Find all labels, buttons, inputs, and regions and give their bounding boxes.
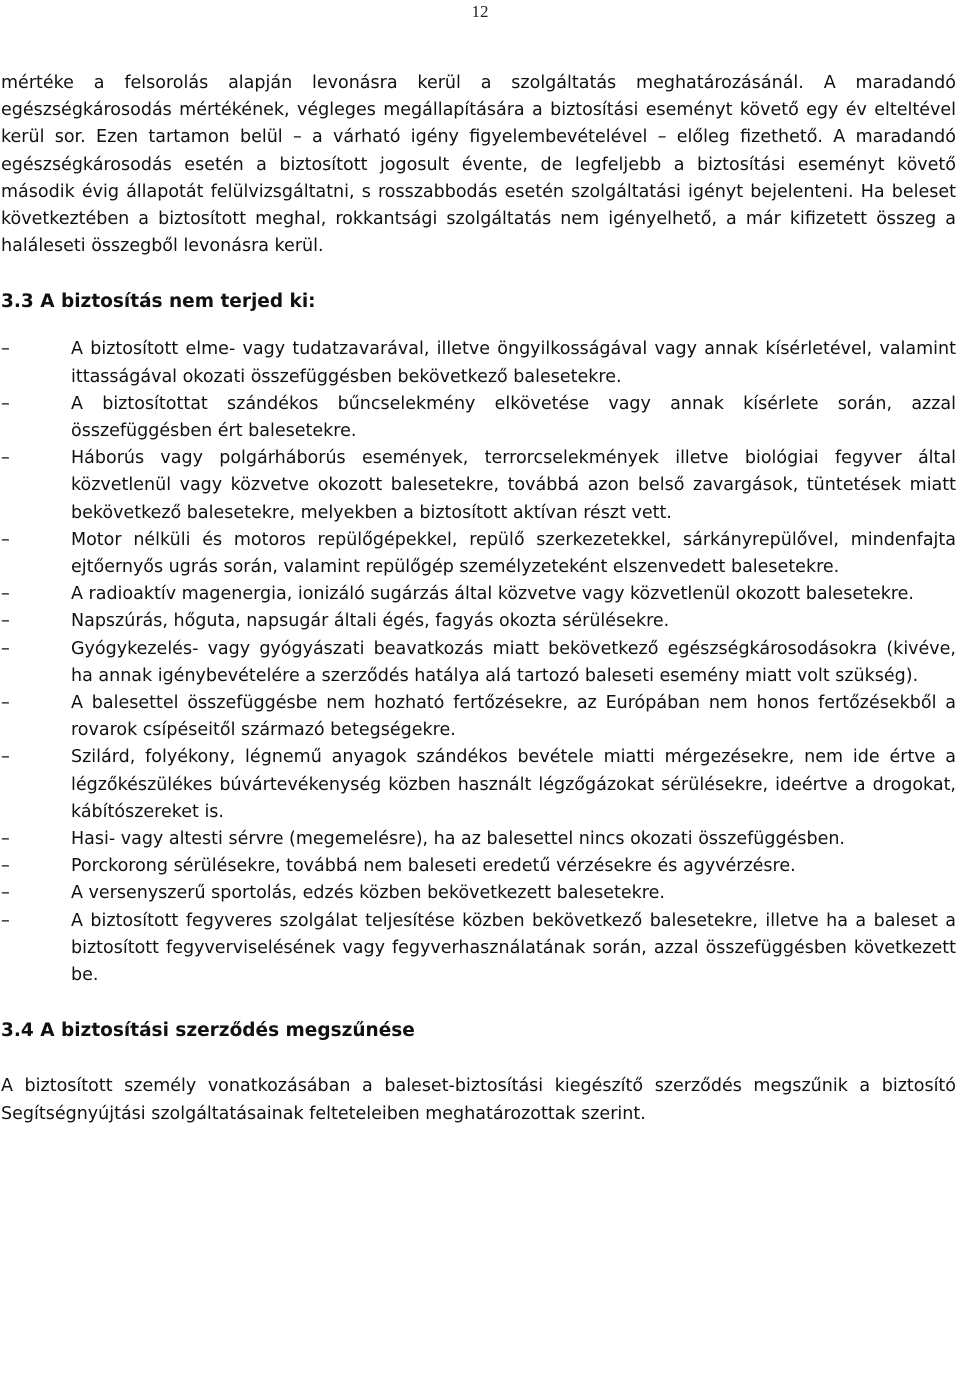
exclusion-item xyxy=(1,391,956,445)
dash-bullet: – xyxy=(1,883,10,904)
dash-bullet: – xyxy=(1,829,10,850)
section-3-4-heading: 3.4 A biztosítási szerződés megszűnése xyxy=(1,1020,415,1042)
dash-bullet: – xyxy=(1,747,10,768)
exclusion-item-text: A biztosított elme- vagy tudatzavarával, illetve öngyilkosságával vagy annak kísérletével, valamint ittasságával okozati összefüggésben bekövetkező balesetekre. xyxy=(71,339,956,387)
exclusion-item xyxy=(1,880,956,907)
exclusion-item-text: Motor nélküli és motoros repülőgépekkel, repülő szerkezetekkel, sárkányrepülővel, mindenfajta ejtőernyős ugrás során, valamint repülőgép személyzeteként elszenvedett balesetekre. xyxy=(71,529,956,578)
page-number: 12 xyxy=(471,2,489,21)
dash-bullet: – xyxy=(1,693,10,714)
exclusion-item-text: Gyógykezelés- vagy gyógyászati beavatkozás miatt bekövetkező egészségkárosodásokra (kivéve, ha annak igénybevételére a szerződés hatálya alá tartozó baleseti esemény miatt volt szükség). xyxy=(71,638,956,686)
section-3-3-heading: 3.3 A biztosítás nem terjed ki: xyxy=(1,291,316,313)
exclusion-item xyxy=(1,636,956,690)
exclusion-item-text: Hasi- vagy altesti sérvre (megemelésre), ha az balesettel nincs okozati összefüggésben. xyxy=(71,829,845,850)
exclusion-item xyxy=(1,527,956,581)
exclusion-item xyxy=(1,853,956,880)
exclusion-item xyxy=(1,690,956,744)
dash-bullet: – xyxy=(1,638,10,659)
exclusion-item-text: Háborús vagy polgárháborús események, terrorcselekmények illetve biológiai fegyver által közvetlenül vagy közvetve okozott balesetekre, továbbá azon belső zavargások, tüntetések miatt bekövetkező balesetekre, melyekben a biztosított aktívan részt vett. xyxy=(71,448,956,523)
exclusion-item xyxy=(1,744,956,826)
dash-bullet: – xyxy=(1,448,10,469)
exclusion-item-text: Porckorong sérülésekre, továbbá nem baleseti eredetű vérzésekre és agyvérzésre. xyxy=(71,856,796,877)
exclusion-item xyxy=(1,608,956,635)
exclusion-item-text: A biztosítottat szándékos bűncselekmény elkövetése vagy annak kísérlete során, azzal összefüggésben ért balesetekre. xyxy=(71,393,956,442)
exclusion-item xyxy=(1,336,956,390)
dash-bullet: – xyxy=(1,393,10,414)
dash-bullet: – xyxy=(1,584,10,605)
dash-bullet: – xyxy=(1,611,10,632)
exclusion-item xyxy=(1,826,956,853)
dash-bullet: – xyxy=(1,339,10,360)
exclusion-list xyxy=(1,336,956,989)
exclusion-item xyxy=(1,581,956,608)
dash-bullet: – xyxy=(1,856,10,877)
section-3-4-paragraph: A biztosított személy vonatkozásában a baleset-biztosítási kiegészítő szerződés megszűnik a biztosító Segítségnyújtási szolgáltatásainak felteteleiben meghatározottak szerint. xyxy=(1,1076,956,1124)
exclusion-item-text: A biztosított fegyveres szolgálat teljesítése közben bekövetkező balesetekre, illetve ha a baleset a biztosított fegyverviselésének vagy fegyverhasználatának során, azzal összefüggésben következett be. xyxy=(71,910,956,986)
exclusion-item xyxy=(1,908,956,990)
exclusion-item-text: A balesettel összefüggésbe nem hozható fertőzésekre, az Európában nem honos fertőzésekből a rovarok csípéseitől származó betegségekre. xyxy=(71,693,956,741)
document-body xyxy=(1,70,956,1128)
intro-paragraph: mértéke a felsorolás alapján levonásra kerül a szolgáltatás meghatározásánál. A maradandó egészségkárosodás mértékének, végleges megállapítására a biztosítási eseményt követő egy év elteltével kerül sor. Ezen tartamon belül – a várható igény figyelembevételével – előleg fizethető. A maradandó egészségkárosodás esetén a biztosított jogosult évente, de legfeljebb a biztosítási eseményt követő második évig állapotát felülvizsgáltatni, s rosszabbodás esetén szolgáltatási igényt bejelenteni. Ha beleset következtében a biztosított meghal, rokkantsági szolgáltatás nem igényelhető, a már kifizetett összeg a haláleseti összegből levonásra kerül. xyxy=(1,73,956,257)
exclusion-item-text: Szilárd, folyékony, légnemű anyagok szándékos bevétele miatti mérgezésekre, nem ide értve a légzőkészülékes búvártevékenység közben használt légzőgázokat sérülésekre, ideértve a drogokat, kábítószereket is. xyxy=(71,747,956,822)
exclusion-item xyxy=(1,445,956,527)
dash-bullet: – xyxy=(1,910,10,931)
exclusion-item-text: Napszúrás, hőguta, napsugár általi égés, fagyás okozta sérülésekre. xyxy=(71,611,670,632)
exclusion-item-text: A versenyszerű sportolás, edzés közben bekövetkezett balesetekre. xyxy=(71,883,665,904)
dash-bullet: – xyxy=(1,529,10,550)
exclusion-item-text: A radioaktív magenergia, ionizáló sugárzás által közvetve vagy közvetlenül okozott balesetekre. xyxy=(71,584,914,605)
